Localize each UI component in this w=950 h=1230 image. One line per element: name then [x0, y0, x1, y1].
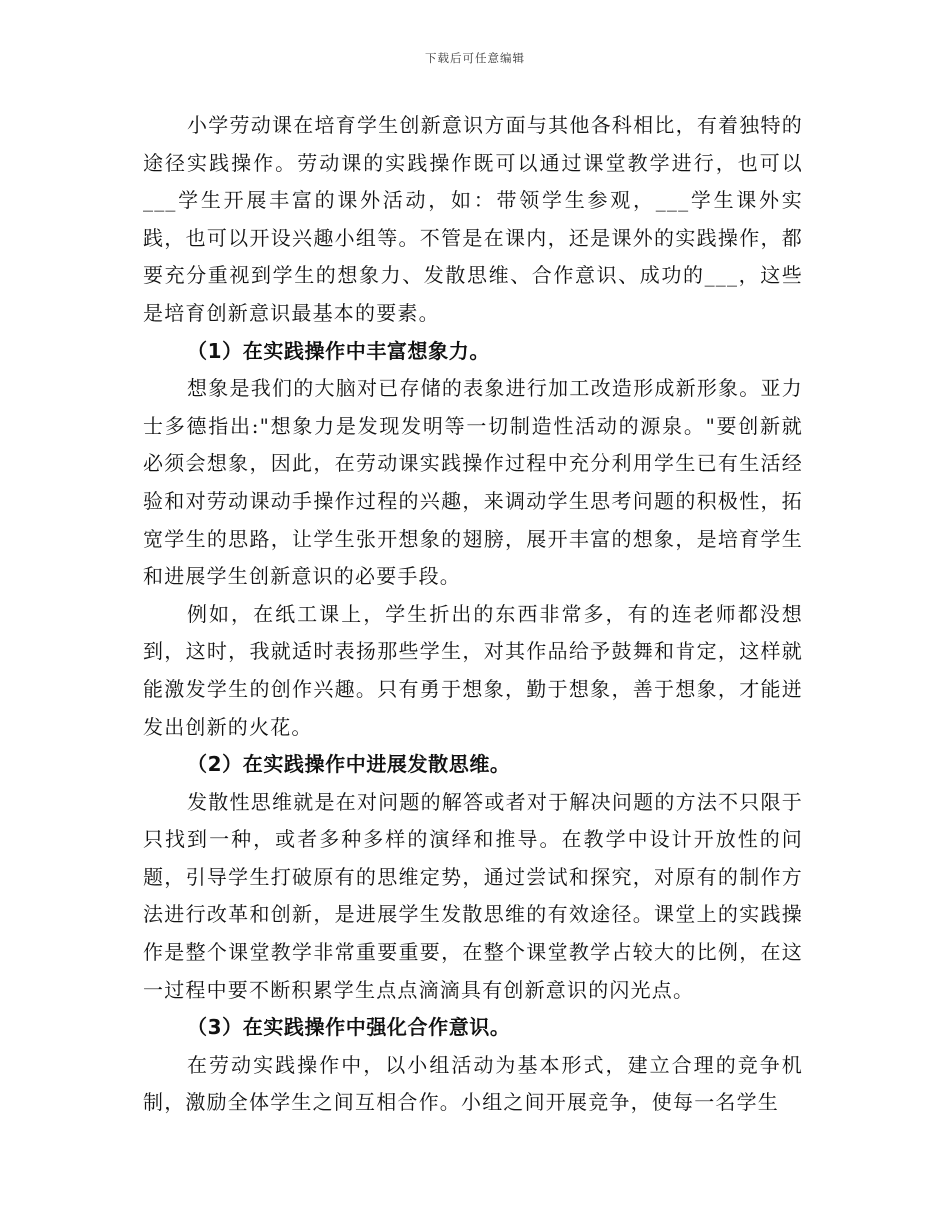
paragraph-divergent-thinking: 发散性思维就是在对问题的解答或者对于解决问题的方法不只限于只找到一种，或者多种多样的演绎和推导。在教学中设计开放性的问题，引导学生打破原有的思维定势，通过尝试和探究，对原有的制作方法进行改革和创新，是进展学生发散思维的有效途径。课堂上的实践操作是整个课堂教学非常重要重要，在整个课堂教学占较大的比例，在这一过程中要不断积累学生点点滴滴具有创新意识的闪光点。: [143, 789, 803, 1002]
paragraph-intro: 小学劳动课在培育学生创新意识方面与其他各科相比，有着独特的途径实践操作。劳动课的实践操作既可以通过课堂教学进行，也可以___学生开展丰富的课外活动，如：带领学生参观，___学生课外实践，也可以开设兴趣小组等。不管是在课内，还是课外的实践操作，都要充分重视到学生的想象力、发散思维、合作意识、成功的___，这些是培育创新意识最基本的要素。: [143, 113, 803, 325]
section-heading-cooperation: （3）在实践操作中强化合作意识。: [187, 1015, 511, 1040]
paragraph-imagination: 想象是我们的大脑对已存储的表象进行加工改造形成新形象。亚力士多德指出:"想象力是发现发明等一切制造性活动的源泉。"要创新就必须会想象，因此，在劳动课实践操作过程中充分利用学生已有生活经验和对劳动课动手操作过程的兴趣，来调动学生思考问题的积极性，拓宽学生的思路，让学生张开想象的翅膀，展开丰富的想象，是培育学生和进展学生创新意识的必要手段。: [143, 376, 803, 589]
page-header: 下载后可任意编辑: [425, 51, 525, 65]
paragraph-paper-craft-example: 例如，在纸工课上，学生折出的东西非常多，有的连老师都没想到，这时，我就适时表扬那些学生，对其作品给予鼓舞和肯定，这样就能激发学生的创作兴趣。只有勇于想象，勤于想象，善于想象，才能迸发出创新的火花。: [143, 601, 803, 739]
document-body: [143, 107, 803, 1122]
paragraph-cooperation: 在劳动实践操作中，以小组活动为基本形式，建立合理的竞争机制，激励全体学生之间互相合作。小组之间开展竞争，使每一名学生: [143, 1052, 803, 1115]
section-heading-imagination: （1）在实践操作中丰富想象力。: [187, 338, 490, 363]
section-heading-divergent-thinking: （2）在实践操作中进展发散思维。: [187, 752, 511, 777]
